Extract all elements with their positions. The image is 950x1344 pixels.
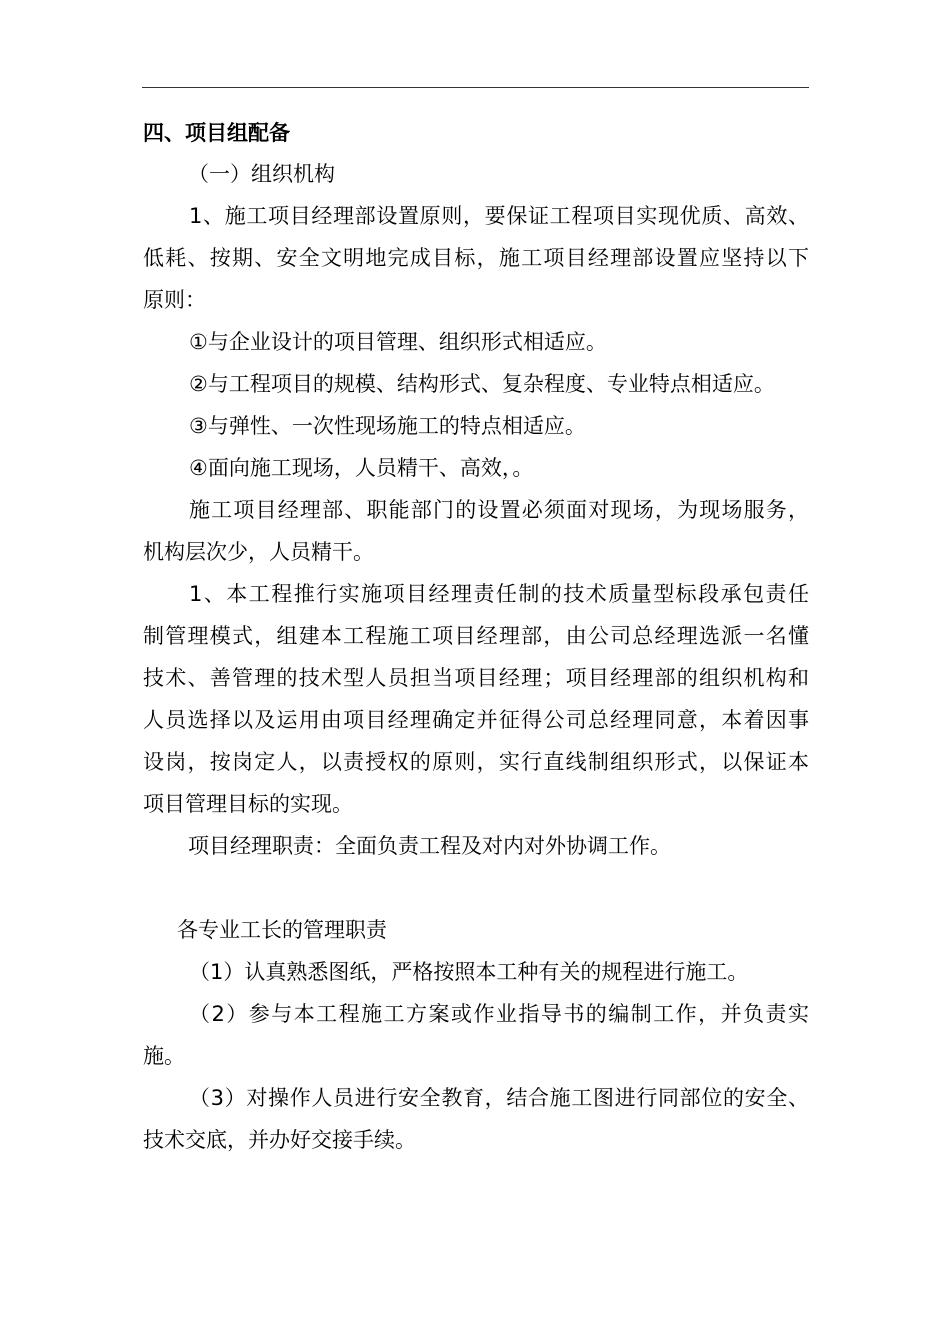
foreman-item-continuation: 施。 [143,1044,185,1068]
foreman-title: 各专业工长的管理职责 [177,918,387,942]
responsibility-line: 项目管理目标的实现。 [143,792,353,816]
responsibility-line: 人员选择以及运用由项目经理确定并征得公司总经理同意，本着因事 [143,708,809,732]
principles-line: 低耗、按期、安全文明地完成目标，施工项目经理部设置应坚持以下 [143,246,809,270]
responsibility-line: 1、本工程推行实施项目经理责任制的技术质量型标段承包责任 [189,582,809,606]
principle-item: ①与企业设计的项目管理、组织形式相适应。 [189,330,607,354]
responsibility-line: 设岗，按岗定人，以责授权的原则，实行直线制组织形式，以保证本 [143,750,809,774]
foreman-item: （2）参与本工程施工方案或作业指导书的编制工作，并负责实 [189,1002,809,1026]
foreman-item: （3）对操作人员进行安全教育，结合施工图进行同部位的安全、 [189,1086,809,1110]
principles-line: 1、施工项目经理部设置原则，要保证工程项目实现优质、高效、 [189,204,809,228]
principle-item: ③与弹性、一次性现场施工的特点相适应。 [189,414,586,438]
responsibility-line: 制管理模式，组建本工程施工项目经理部，由公司总经理选派一名懂 [143,624,809,648]
principle-item: ②与工程项目的规模、结构形式、复杂程度、专业特点相适应。 [189,372,775,396]
dept-line: 机构层次少，人员精干。 [143,540,374,564]
responsibility-line: 技术、善管理的技术型人员担当项目经理；项目经理部的组织机构和 [143,666,809,690]
principle-item: ④面向施工现场，人员精干、高效，。 [189,456,534,480]
subsection-heading: （一）组织机构 [188,162,335,186]
document-body [143,113,809,1161]
section-heading: 四、项目组配备 [143,121,290,145]
pm-duty: 项目经理职责：全面负责工程及对内对外协调工作。 [188,834,671,858]
dept-line: 施工项目经理部、职能部门的设置必须面对现场，为现场服务， [189,498,809,522]
foreman-item: （1）认真熟悉图纸，严格按照本工种有关的规程进行施工。 [189,960,749,984]
foreman-item-continuation: 技术交底，并办好交接手续。 [143,1128,416,1152]
header-rule [142,87,809,88]
spacer [143,867,809,909]
principles-line: 原则： [143,288,206,312]
